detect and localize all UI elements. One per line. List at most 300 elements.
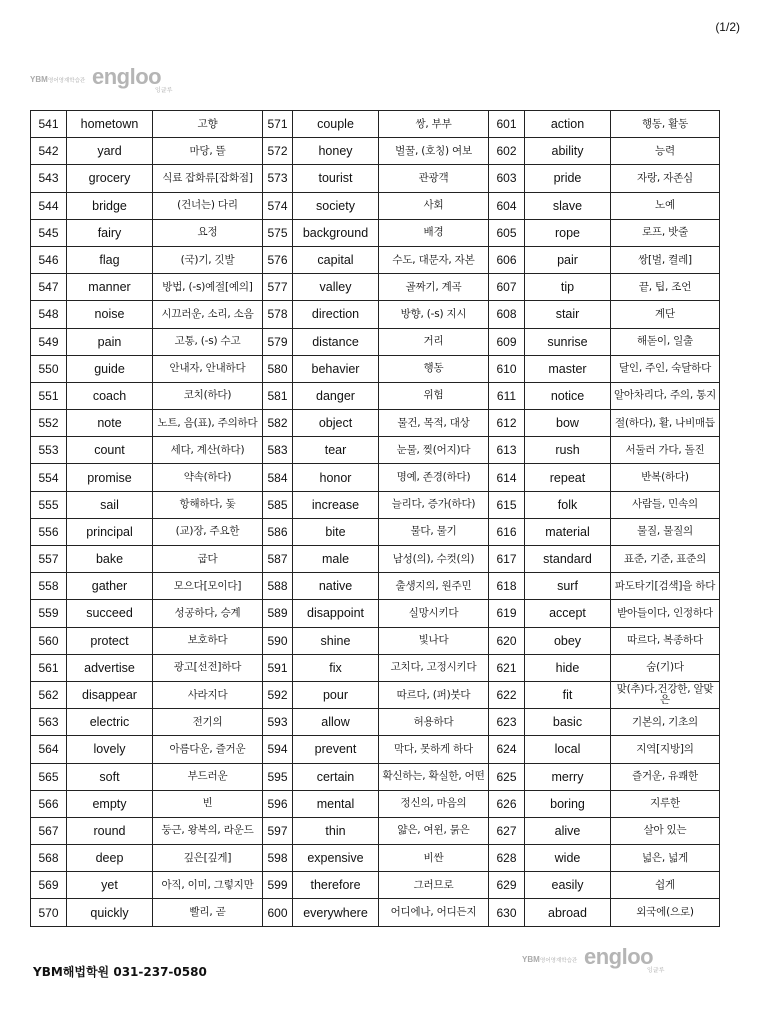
entry-number: 610 bbox=[489, 355, 525, 382]
entry-meaning: 수도, 대문자, 자본 bbox=[379, 246, 489, 273]
entry-word: quickly bbox=[67, 899, 153, 926]
entry-number: 621 bbox=[489, 654, 525, 681]
entry-meaning: 둥근, 왕복의, 라운드 bbox=[153, 817, 263, 844]
entry-meaning: 지역[지방]의 bbox=[611, 736, 720, 763]
entry-number: 572 bbox=[263, 138, 293, 165]
table-row bbox=[31, 763, 720, 790]
entry-meaning: 쌍, 부부 bbox=[379, 111, 489, 138]
entry-word: object bbox=[293, 410, 379, 437]
entry-meaning: 성공하다, 승계 bbox=[153, 600, 263, 627]
table-row bbox=[31, 845, 720, 872]
entry-word: background bbox=[293, 219, 379, 246]
table-row bbox=[31, 301, 720, 328]
entry-word: grocery bbox=[67, 165, 153, 192]
entry-number: 552 bbox=[31, 410, 67, 437]
entry-word: fix bbox=[293, 654, 379, 681]
entry-meaning: 알아차리다, 주의, 통지 bbox=[611, 382, 720, 409]
entry-meaning: 물건, 목적, 대상 bbox=[379, 410, 489, 437]
table-row bbox=[31, 274, 720, 301]
entry-number: 551 bbox=[31, 382, 67, 409]
entry-meaning: 능력 bbox=[611, 138, 720, 165]
entry-meaning: 시끄러운, 소리, 소음 bbox=[153, 301, 263, 328]
entry-word: distance bbox=[293, 328, 379, 355]
entry-meaning: 사라지다 bbox=[153, 681, 263, 708]
entry-word: pour bbox=[293, 681, 379, 708]
entry-word: prevent bbox=[293, 736, 379, 763]
entry-meaning: 비싼 bbox=[379, 845, 489, 872]
entry-number: 576 bbox=[263, 246, 293, 273]
entry-number: 587 bbox=[263, 546, 293, 573]
entry-word: advertise bbox=[67, 654, 153, 681]
logo-brand: engloo bbox=[92, 64, 162, 89]
entry-word: bite bbox=[293, 518, 379, 545]
entry-number: 607 bbox=[489, 274, 525, 301]
entry-word: wide bbox=[525, 845, 611, 872]
entry-number: 584 bbox=[263, 464, 293, 491]
entry-meaning: 파도타기[검색]을 하다 bbox=[611, 573, 720, 600]
entry-word: empty bbox=[67, 790, 153, 817]
entry-meaning: 출생지의, 원주민 bbox=[379, 573, 489, 600]
entry-number: 560 bbox=[31, 627, 67, 654]
entry-meaning: 굽다 bbox=[153, 546, 263, 573]
entry-number: 556 bbox=[31, 518, 67, 545]
entry-number: 627 bbox=[489, 817, 525, 844]
entry-number: 612 bbox=[489, 410, 525, 437]
footer-contact bbox=[33, 963, 207, 980]
entry-number: 553 bbox=[31, 437, 67, 464]
entry-word: standard bbox=[525, 546, 611, 573]
entry-number: 628 bbox=[489, 845, 525, 872]
entry-meaning: 거리 bbox=[379, 328, 489, 355]
entry-word: boring bbox=[525, 790, 611, 817]
entry-word: note bbox=[67, 410, 153, 437]
entry-meaning: 골짜기, 계곡 bbox=[379, 274, 489, 301]
entry-meaning: 외국에(으로) bbox=[611, 899, 720, 926]
entry-meaning: 명예, 존경(하다) bbox=[379, 464, 489, 491]
entry-word: flag bbox=[67, 246, 153, 273]
entry-number: 585 bbox=[263, 491, 293, 518]
entry-number: 593 bbox=[263, 709, 293, 736]
entry-word: valley bbox=[293, 274, 379, 301]
entry-word: protect bbox=[67, 627, 153, 654]
entry-word: expensive bbox=[293, 845, 379, 872]
entry-word: sunrise bbox=[525, 328, 611, 355]
entry-word: danger bbox=[293, 382, 379, 409]
entry-word: material bbox=[525, 518, 611, 545]
entry-word: deep bbox=[67, 845, 153, 872]
entry-number: 595 bbox=[263, 763, 293, 790]
entry-number: 570 bbox=[31, 899, 67, 926]
entry-word: accept bbox=[525, 600, 611, 627]
entry-number: 568 bbox=[31, 845, 67, 872]
table-row bbox=[31, 790, 720, 817]
entry-word: increase bbox=[293, 491, 379, 518]
entry-number: 575 bbox=[263, 219, 293, 246]
entry-number: 567 bbox=[31, 817, 67, 844]
entry-number: 616 bbox=[489, 518, 525, 545]
entry-meaning: (건너는) 다리 bbox=[153, 192, 263, 219]
entry-meaning: 물다, 물기 bbox=[379, 518, 489, 545]
entry-word: electric bbox=[67, 709, 153, 736]
entry-word: merry bbox=[525, 763, 611, 790]
entry-word: promise bbox=[67, 464, 153, 491]
entry-word: abroad bbox=[525, 899, 611, 926]
entry-word: fairy bbox=[67, 219, 153, 246]
entry-number: 614 bbox=[489, 464, 525, 491]
entry-meaning: 관광객 bbox=[379, 165, 489, 192]
entry-meaning: 기본의, 기초의 bbox=[611, 709, 720, 736]
entry-number: 544 bbox=[31, 192, 67, 219]
entry-number: 589 bbox=[263, 600, 293, 627]
entry-number: 581 bbox=[263, 382, 293, 409]
logo-prefix: YBM bbox=[30, 75, 48, 84]
entry-meaning: 맞(추)다,건강한, 알맞은 bbox=[611, 681, 720, 708]
entry-word: soft bbox=[67, 763, 153, 790]
entry-meaning: 자랑, 자존심 bbox=[611, 165, 720, 192]
entry-meaning: 깊은[깊게] bbox=[153, 845, 263, 872]
entry-meaning: 행동 bbox=[379, 355, 489, 382]
entry-meaning: 눈물, 찢(어지)다 bbox=[379, 437, 489, 464]
entry-meaning: 살아 있는 bbox=[611, 817, 720, 844]
entry-meaning: 노트, 음(표), 주의하다 bbox=[153, 410, 263, 437]
entry-meaning: 빛나다 bbox=[379, 627, 489, 654]
entry-meaning: 식료 잡화류[잡화점] bbox=[153, 165, 263, 192]
entry-meaning: 늘리다, 증가(하다) bbox=[379, 491, 489, 518]
entry-meaning: 안내자, 안내하다 bbox=[153, 355, 263, 382]
entry-word: surf bbox=[525, 573, 611, 600]
entry-word: bake bbox=[67, 546, 153, 573]
entry-word: ability bbox=[525, 138, 611, 165]
entry-word: action bbox=[525, 111, 611, 138]
entry-meaning: 코치(하다) bbox=[153, 382, 263, 409]
entry-word: thin bbox=[293, 817, 379, 844]
table-row bbox=[31, 573, 720, 600]
table-row bbox=[31, 111, 720, 138]
entry-number: 603 bbox=[489, 165, 525, 192]
entry-meaning: 따르다, (퍼)붓다 bbox=[379, 681, 489, 708]
entry-number: 545 bbox=[31, 219, 67, 246]
table-row bbox=[31, 464, 720, 491]
entry-meaning: 허용하다 bbox=[379, 709, 489, 736]
entry-meaning: 받아들이다, 인정하다 bbox=[611, 600, 720, 627]
entry-number: 562 bbox=[31, 681, 67, 708]
entry-number: 609 bbox=[489, 328, 525, 355]
logo-sub: 영어영재학습관 bbox=[48, 78, 86, 84]
entry-meaning: 광고[선전]하다 bbox=[153, 654, 263, 681]
entry-number: 563 bbox=[31, 709, 67, 736]
logo-brand: engloo bbox=[584, 944, 654, 969]
entry-number: 582 bbox=[263, 410, 293, 437]
entry-word: disappear bbox=[67, 681, 153, 708]
table-row bbox=[31, 192, 720, 219]
table-row bbox=[31, 817, 720, 844]
table-row bbox=[31, 246, 720, 273]
entry-number: 604 bbox=[489, 192, 525, 219]
entry-meaning: 빨리, 곧 bbox=[153, 899, 263, 926]
entry-number: 588 bbox=[263, 573, 293, 600]
entry-meaning: 실망시키다 bbox=[379, 600, 489, 627]
entry-meaning: 서둘러 가다, 돌진 bbox=[611, 437, 720, 464]
entry-word: stair bbox=[525, 301, 611, 328]
entry-word: noise bbox=[67, 301, 153, 328]
entry-word: principal bbox=[67, 518, 153, 545]
entry-meaning: 고향 bbox=[153, 111, 263, 138]
entry-word: tourist bbox=[293, 165, 379, 192]
table-row bbox=[31, 165, 720, 192]
entry-word: repeat bbox=[525, 464, 611, 491]
entry-word: lovely bbox=[67, 736, 153, 763]
entry-meaning: 전기의 bbox=[153, 709, 263, 736]
entry-meaning: 세다, 계산(하다) bbox=[153, 437, 263, 464]
entry-number: 565 bbox=[31, 763, 67, 790]
entry-meaning: 반복(하다) bbox=[611, 464, 720, 491]
entry-word: shine bbox=[293, 627, 379, 654]
entry-word: tip bbox=[525, 274, 611, 301]
entry-meaning: 숨(기)다 bbox=[611, 654, 720, 681]
entry-meaning: 끝, 팁, 조언 bbox=[611, 274, 720, 301]
entry-number: 559 bbox=[31, 600, 67, 627]
entry-number: 600 bbox=[263, 899, 293, 926]
entry-meaning: 배경 bbox=[379, 219, 489, 246]
table-row bbox=[31, 600, 720, 627]
entry-number: 542 bbox=[31, 138, 67, 165]
entry-number: 624 bbox=[489, 736, 525, 763]
table-row bbox=[31, 627, 720, 654]
entry-meaning: 절(하다), 활, 나비매듭 bbox=[611, 410, 720, 437]
entry-word: everywhere bbox=[293, 899, 379, 926]
entry-word: hide bbox=[525, 654, 611, 681]
logo-prefix: YBM bbox=[522, 955, 540, 964]
entry-meaning: (국)기, 깃발 bbox=[153, 246, 263, 273]
entry-number: 578 bbox=[263, 301, 293, 328]
entry-number: 579 bbox=[263, 328, 293, 355]
entry-word: behavier bbox=[293, 355, 379, 382]
entry-number: 623 bbox=[489, 709, 525, 736]
entry-meaning: 쉽게 bbox=[611, 872, 720, 899]
entry-number: 591 bbox=[263, 654, 293, 681]
table-row bbox=[31, 491, 720, 518]
entry-word: tear bbox=[293, 437, 379, 464]
entry-word: honey bbox=[293, 138, 379, 165]
entry-number: 622 bbox=[489, 681, 525, 708]
entry-number: 605 bbox=[489, 219, 525, 246]
vocabulary-table bbox=[30, 110, 720, 927]
entry-number: 594 bbox=[263, 736, 293, 763]
entry-meaning: 빈 bbox=[153, 790, 263, 817]
entry-number: 625 bbox=[489, 763, 525, 790]
table-row bbox=[31, 546, 720, 573]
table-row bbox=[31, 328, 720, 355]
entry-meaning: 달인, 주인, 숙달하다 bbox=[611, 355, 720, 382]
entry-meaning: 모으다[모이다] bbox=[153, 573, 263, 600]
entry-meaning: 방법, (-s)예절[예의] bbox=[153, 274, 263, 301]
entry-word: hometown bbox=[67, 111, 153, 138]
logo-tag: 잉글루 bbox=[647, 967, 665, 974]
entry-number: 619 bbox=[489, 600, 525, 627]
table-row bbox=[31, 219, 720, 246]
table-row bbox=[31, 709, 720, 736]
entry-meaning: 로프, 밧줄 bbox=[611, 219, 720, 246]
entry-number: 583 bbox=[263, 437, 293, 464]
entry-meaning: 행동, 활동 bbox=[611, 111, 720, 138]
entry-number: 561 bbox=[31, 654, 67, 681]
entry-meaning: 노예 bbox=[611, 192, 720, 219]
entry-number: 541 bbox=[31, 111, 67, 138]
entry-meaning: 방향, (-s) 지시 bbox=[379, 301, 489, 328]
entry-number: 547 bbox=[31, 274, 67, 301]
entry-word: pride bbox=[525, 165, 611, 192]
table-row bbox=[31, 138, 720, 165]
entry-meaning: 해돋이, 일출 bbox=[611, 328, 720, 355]
entry-meaning: 요정 bbox=[153, 219, 263, 246]
entry-number: 597 bbox=[263, 817, 293, 844]
entry-number: 613 bbox=[489, 437, 525, 464]
table-row bbox=[31, 382, 720, 409]
table-row bbox=[31, 518, 720, 545]
footer-phone: 031-237-0580 bbox=[113, 965, 207, 979]
entry-meaning: 고통, (-s) 수고 bbox=[153, 328, 263, 355]
entry-meaning: 막다, 못하게 하다 bbox=[379, 736, 489, 763]
entry-meaning: 계단 bbox=[611, 301, 720, 328]
entry-meaning: 항해하다, 돛 bbox=[153, 491, 263, 518]
entry-number: 548 bbox=[31, 301, 67, 328]
entry-number: 601 bbox=[489, 111, 525, 138]
entry-number: 596 bbox=[263, 790, 293, 817]
entry-number: 630 bbox=[489, 899, 525, 926]
entry-meaning: 표준, 기준, 표준의 bbox=[611, 546, 720, 573]
entry-word: direction bbox=[293, 301, 379, 328]
engloo-logo-footer bbox=[522, 942, 672, 980]
entry-word: obey bbox=[525, 627, 611, 654]
entry-number: 606 bbox=[489, 246, 525, 273]
entry-number: 618 bbox=[489, 573, 525, 600]
entry-meaning: 약속(하다) bbox=[153, 464, 263, 491]
entry-word: rush bbox=[525, 437, 611, 464]
entry-number: 564 bbox=[31, 736, 67, 763]
entry-word: society bbox=[293, 192, 379, 219]
entry-meaning: 아름다운, 즐거운 bbox=[153, 736, 263, 763]
entry-word: yard bbox=[67, 138, 153, 165]
entry-number: 569 bbox=[31, 872, 67, 899]
entry-number: 577 bbox=[263, 274, 293, 301]
entry-number: 629 bbox=[489, 872, 525, 899]
entry-word: disappoint bbox=[293, 600, 379, 627]
entry-number: 580 bbox=[263, 355, 293, 382]
entry-number: 602 bbox=[489, 138, 525, 165]
entry-word: round bbox=[67, 817, 153, 844]
table-row bbox=[31, 437, 720, 464]
entry-word: fit bbox=[525, 681, 611, 708]
entry-word: easily bbox=[525, 872, 611, 899]
entry-number: 611 bbox=[489, 382, 525, 409]
entry-number: 598 bbox=[263, 845, 293, 872]
entry-meaning: 따르다, 복종하다 bbox=[611, 627, 720, 654]
entry-word: local bbox=[525, 736, 611, 763]
table-row bbox=[31, 872, 720, 899]
entry-number: 574 bbox=[263, 192, 293, 219]
entry-number: 592 bbox=[263, 681, 293, 708]
entry-number: 608 bbox=[489, 301, 525, 328]
entry-number: 558 bbox=[31, 573, 67, 600]
entry-meaning: 사회 bbox=[379, 192, 489, 219]
entry-word: bow bbox=[525, 410, 611, 437]
entry-meaning: 벌꿀, (호칭) 여보 bbox=[379, 138, 489, 165]
table-row bbox=[31, 654, 720, 681]
entry-word: guide bbox=[67, 355, 153, 382]
entry-meaning: 정신의, 마음의 bbox=[379, 790, 489, 817]
table-row bbox=[31, 681, 720, 708]
entry-meaning: 보호하다 bbox=[153, 627, 263, 654]
entry-number: 626 bbox=[489, 790, 525, 817]
entry-word: slave bbox=[525, 192, 611, 219]
engloo-logo bbox=[30, 62, 180, 100]
page-number: (1/2) bbox=[715, 20, 740, 34]
entry-meaning: 즐거운, 유쾌한 bbox=[611, 763, 720, 790]
entry-word: alive bbox=[525, 817, 611, 844]
entry-word: folk bbox=[525, 491, 611, 518]
entry-word: pair bbox=[525, 246, 611, 273]
entry-meaning: 넓은, 넓게 bbox=[611, 845, 720, 872]
entry-word: rope bbox=[525, 219, 611, 246]
entry-meaning: 쌍[벌, 켤레] bbox=[611, 246, 720, 273]
entry-word: pain bbox=[67, 328, 153, 355]
entry-word: mental bbox=[293, 790, 379, 817]
table-row bbox=[31, 899, 720, 926]
entry-number: 599 bbox=[263, 872, 293, 899]
entry-number: 620 bbox=[489, 627, 525, 654]
entry-number: 554 bbox=[31, 464, 67, 491]
entry-number: 586 bbox=[263, 518, 293, 545]
entry-meaning: 마당, 뜰 bbox=[153, 138, 263, 165]
entry-number: 549 bbox=[31, 328, 67, 355]
footer-academy: YBM해법학원 bbox=[33, 965, 110, 979]
entry-word: sail bbox=[67, 491, 153, 518]
entry-meaning: 아직, 이미, 그렇지만 bbox=[153, 872, 263, 899]
entry-word: honor bbox=[293, 464, 379, 491]
entry-meaning: 부드러운 bbox=[153, 763, 263, 790]
entry-word: manner bbox=[67, 274, 153, 301]
entry-number: 555 bbox=[31, 491, 67, 518]
entry-number: 546 bbox=[31, 246, 67, 273]
entry-number: 550 bbox=[31, 355, 67, 382]
entry-meaning: (교)장, 주요한 bbox=[153, 518, 263, 545]
entry-word: male bbox=[293, 546, 379, 573]
entry-word: certain bbox=[293, 763, 379, 790]
entry-number: 573 bbox=[263, 165, 293, 192]
entry-word: capital bbox=[293, 246, 379, 273]
entry-number: 543 bbox=[31, 165, 67, 192]
entry-word: basic bbox=[525, 709, 611, 736]
entry-number: 571 bbox=[263, 111, 293, 138]
entry-word: allow bbox=[293, 709, 379, 736]
entry-number: 615 bbox=[489, 491, 525, 518]
table-row bbox=[31, 355, 720, 382]
entry-word: couple bbox=[293, 111, 379, 138]
entry-word: master bbox=[525, 355, 611, 382]
logo-sub: 영어영재학습관 bbox=[540, 958, 578, 964]
entry-meaning: 위험 bbox=[379, 382, 489, 409]
entry-meaning: 얇은, 여윈, 묽은 bbox=[379, 817, 489, 844]
entry-word: therefore bbox=[293, 872, 379, 899]
entry-word: gather bbox=[67, 573, 153, 600]
entry-word: count bbox=[67, 437, 153, 464]
entry-meaning: 그러므로 bbox=[379, 872, 489, 899]
entry-word: bridge bbox=[67, 192, 153, 219]
table-row bbox=[31, 736, 720, 763]
entry-number: 590 bbox=[263, 627, 293, 654]
entry-word: yet bbox=[67, 872, 153, 899]
entry-number: 566 bbox=[31, 790, 67, 817]
